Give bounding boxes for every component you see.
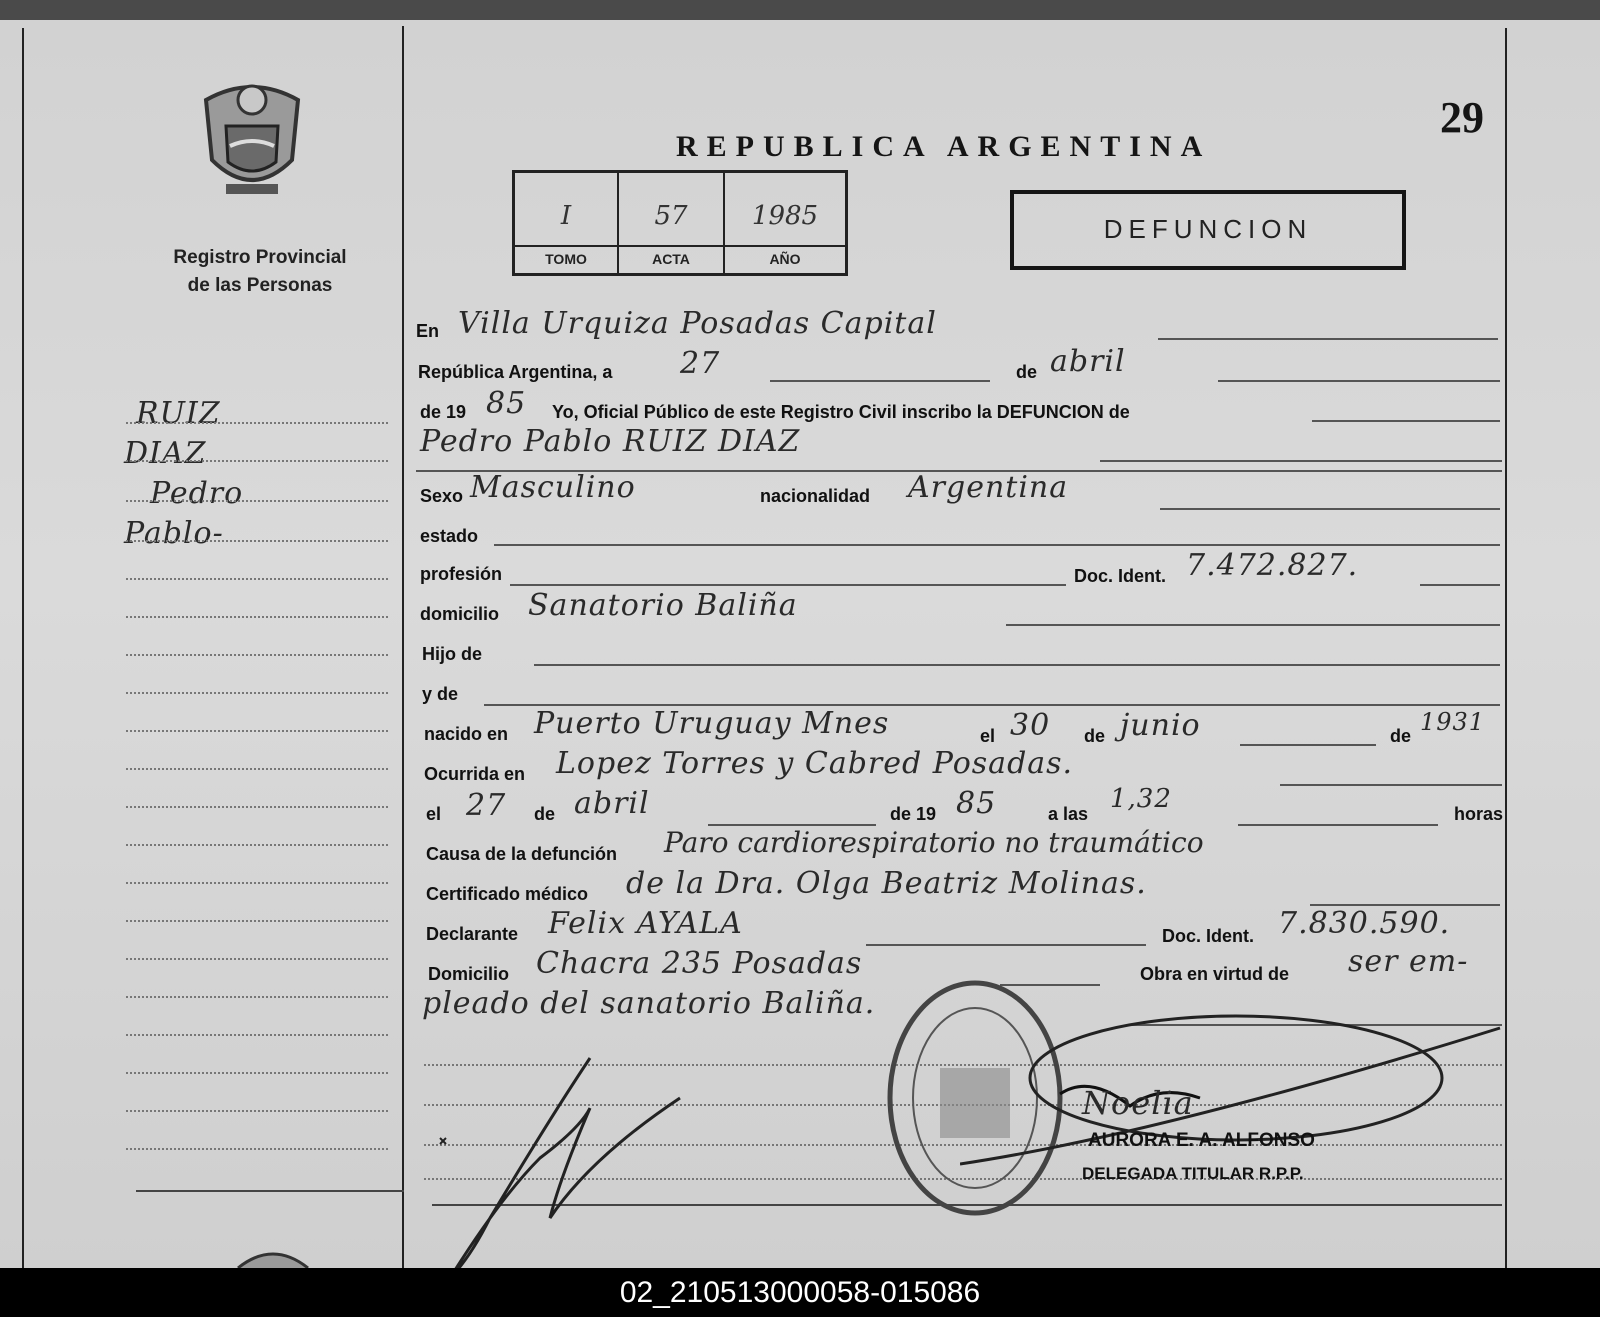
declarante-rule <box>866 944 1146 946</box>
domicilio2-value: Chacra 235 Posadas <box>536 946 863 981</box>
left-border-line <box>22 28 24 1268</box>
domicilio-rule <box>1006 624 1500 626</box>
nacionalidad-label: nacionalidad <box>760 486 871 506</box>
birth-month-rule <box>1240 744 1376 746</box>
birth-day: 30 <box>1010 708 1051 743</box>
el2-label: el <box>426 804 442 824</box>
republica-label: República Argentina, a <box>418 362 613 382</box>
declarante-label: Declarante <box>426 924 519 944</box>
death-time-rule <box>1238 824 1438 826</box>
emblem-partial-icon <box>228 1244 318 1268</box>
birth-year: 1931 <box>1420 708 1486 736</box>
margin-surname2: DIAZ <box>124 436 207 471</box>
acta-label: ACTA <box>619 245 723 267</box>
nacionalidad-value: Argentina <box>908 470 1069 505</box>
doc-label: Doc. Ident. <box>1074 566 1167 586</box>
horas-label: horas <box>1454 804 1504 824</box>
de-label: de <box>1016 362 1038 382</box>
nacido-label: nacido en <box>424 724 509 744</box>
tomo-value: I <box>560 201 572 231</box>
nacionalidad-rule <box>1160 508 1500 510</box>
declarante-value: Felix AYALA <box>548 906 743 941</box>
estado-rule <box>494 544 1500 546</box>
coat-of-arms-icon <box>196 80 308 202</box>
en-rule <box>1158 338 1498 340</box>
de19b-label: de 19 <box>890 804 937 824</box>
de-label2: de <box>1084 726 1106 746</box>
de19-label: de 19 <box>420 402 467 422</box>
anio-cell <box>725 173 845 273</box>
page-number: 29 <box>1440 93 1484 142</box>
registry-name <box>150 244 370 300</box>
cert-value: de la Dra. Olga Beatriz Molinas. <box>626 866 1147 901</box>
cert-label: Certificado médico <box>426 884 589 904</box>
death-month: abril <box>574 786 650 821</box>
obra-value: ser em- <box>1348 944 1469 979</box>
death-time: 1,32 <box>1110 784 1172 814</box>
page-title: REPUBLICA ARGENTINA <box>676 130 1212 163</box>
profesion-label: profesión <box>420 564 503 584</box>
registry-name-line2: de las Personas <box>187 275 333 296</box>
domicilio2-label: Domicilio <box>428 964 510 984</box>
hijo-label: Hijo de <box>422 644 483 664</box>
ocurrida-label: Ocurrida en <box>424 764 526 784</box>
death-year: 85 <box>956 786 997 821</box>
inscribo-label: Yo, Oficial Público de este Registro Civil inscribo la DEFUNCION de <box>552 402 1130 422</box>
en-label: En <box>416 321 440 341</box>
yde-label: y de <box>422 684 459 704</box>
act-type-box: DEFUNCION <box>1010 190 1406 270</box>
deceased-rule <box>1100 460 1502 462</box>
image-caption: 02_210513000058-015086 <box>0 1268 1600 1317</box>
year-value: 85 <box>486 386 527 421</box>
acta-cell <box>619 173 725 273</box>
de-label4: de <box>534 804 556 824</box>
anio-label: AÑO <box>725 245 845 267</box>
sexo-label: Sexo <box>420 486 464 506</box>
inscribo-rule <box>1312 420 1500 422</box>
doc2-label: Doc. Ident. <box>1162 926 1255 946</box>
officer-signature-icon <box>960 1014 1520 1214</box>
tomo-label: TOMO <box>515 245 617 267</box>
month-rule <box>1218 380 1500 382</box>
deceased-name: Pedro Pablo RUIZ DIAZ <box>420 424 801 459</box>
profesion-rule <box>510 584 1066 586</box>
domicilio-label: domicilio <box>420 604 500 624</box>
top-shadow <box>0 0 1600 20</box>
tomo-cell <box>515 173 619 273</box>
reference-box <box>512 170 848 276</box>
causa-label: Causa de la defunción <box>426 844 618 864</box>
birth-month: junio <box>1120 708 1201 743</box>
acta-value: 57 <box>654 201 688 231</box>
officer-role: DELEGADA TITULAR R.P.P. <box>1082 1164 1304 1183</box>
anio-value: 1985 <box>751 201 819 231</box>
document-page <box>0 18 1600 1268</box>
de-label3: de <box>1390 726 1412 746</box>
obra-value-continued: pleado del sanatorio Baliña. <box>422 986 876 1021</box>
margin-divider-line <box>402 26 404 1268</box>
alas-label: a las <box>1048 804 1089 824</box>
day-value: 27 <box>680 346 721 381</box>
doc-value: 7.472.827. <box>1186 548 1359 583</box>
officer-name: AURORA E. A. ALFONSO <box>1088 1130 1315 1151</box>
registry-name-line1: Registro Provincial <box>173 247 347 268</box>
ocurrida-rule <box>1280 784 1502 786</box>
en-value: Villa Urquiza Posadas Capital <box>458 306 937 341</box>
doc-rule <box>1420 584 1500 586</box>
day-rule <box>770 380 990 382</box>
causa-value: Paro cardiorespiratorio no traumático <box>664 826 1204 859</box>
officer-handwritten-signature: Noelia <box>1082 1084 1194 1122</box>
death-day: 27 <box>466 788 507 823</box>
margin-name2: Pablo- <box>124 516 224 551</box>
declarant-signature-icon <box>430 1048 700 1278</box>
margin-surname1: RUIZ <box>136 396 221 431</box>
nacido-value: Puerto Uruguay Mnes <box>534 706 890 741</box>
el-label: el <box>980 726 996 746</box>
month-value: abril <box>1050 344 1126 379</box>
ocurrida-value: Lopez Torres y Cabred Posadas. <box>556 746 1074 781</box>
obra-label: Obra en virtud de <box>1140 964 1290 984</box>
domicilio-value: Sanatorio Baliña <box>528 588 798 623</box>
hijo-rule <box>534 664 1500 666</box>
sexo-value: Masculino <box>470 470 636 505</box>
estado-label: estado <box>420 526 479 546</box>
margin-name1: Pedro <box>150 476 244 511</box>
doc2-value: 7.830.590. <box>1278 906 1451 941</box>
